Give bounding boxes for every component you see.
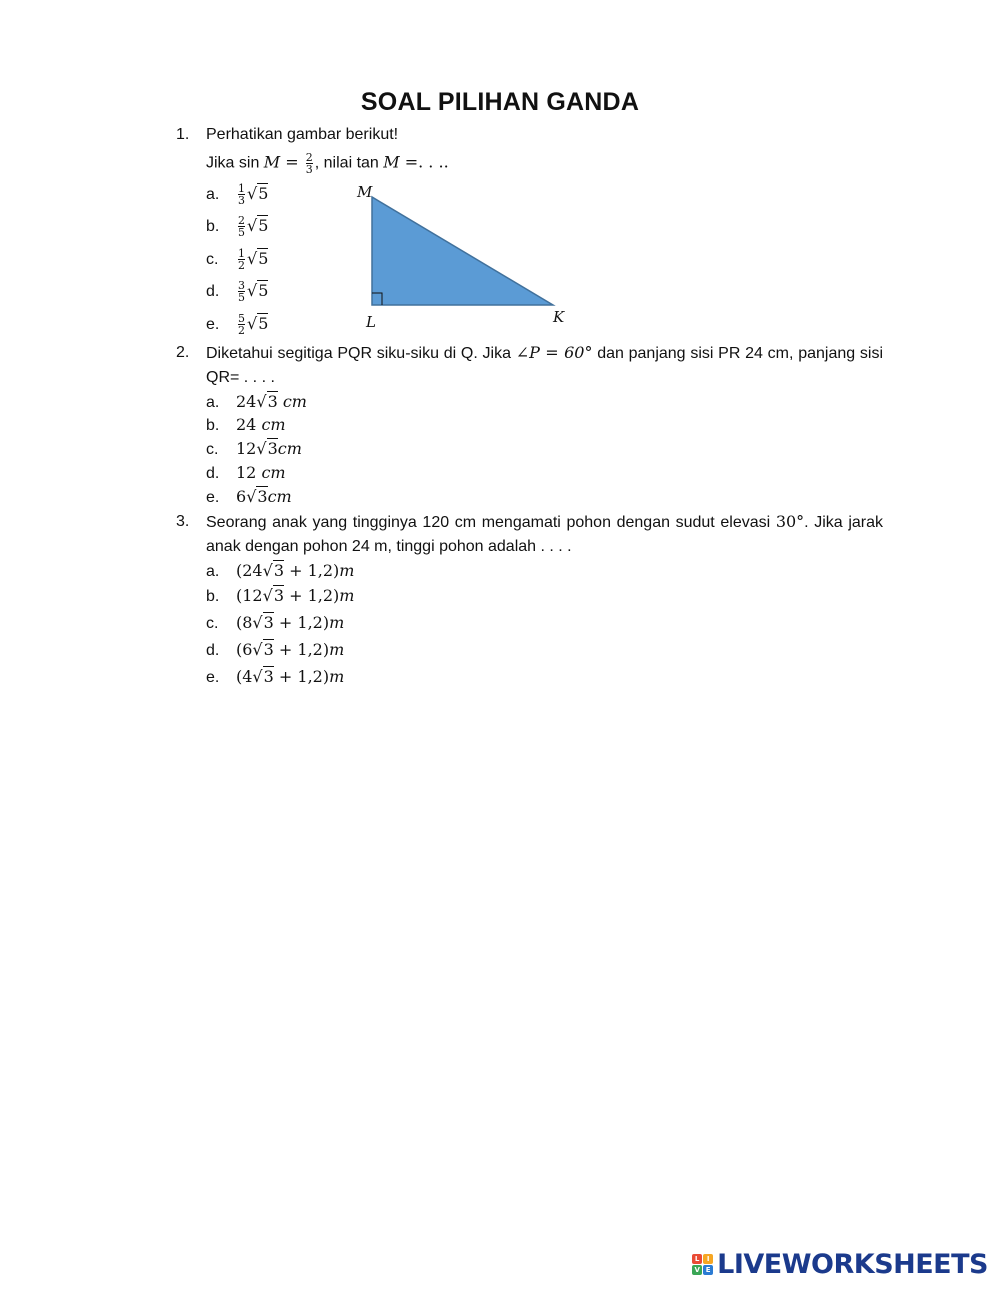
option-prefix: (12 [236,586,263,605]
option-label: c. [206,251,219,268]
logo-icon [692,1254,713,1275]
option-fraction: $\frac{2}{5}$ [238,214,245,240]
option-sqrt: √3 [252,667,274,686]
option-suffix: + 1,2) [284,586,340,605]
option-fraction: $\frac{1}{2}$ [238,247,245,273]
option-label: d. [206,283,220,300]
option-fraction: $\frac{1}{3}$ [238,182,245,208]
q3-option[interactable] [206,612,344,635]
q3-number: 3. [176,513,190,530]
option-coefficient: 24 [236,392,257,411]
option-sqrt: √5 [247,184,269,203]
option-unit: m [339,586,355,605]
option-sqrt: √3 [252,640,274,659]
q1-option[interactable] [206,215,268,238]
vertex-m-label: M [357,183,373,201]
q1-number: 1. [176,126,190,143]
option-coefficient: 12 [236,439,257,458]
option-coefficient: 24 [236,415,257,434]
option-label: c. [206,615,219,632]
option-unit: cm [277,439,302,458]
option-label: e. [206,669,220,686]
q1-option[interactable] [206,248,268,271]
option-fraction: $\frac{3}{5}$ [238,279,245,305]
q2-option[interactable] [206,462,286,485]
q1-triangle-figure [340,175,580,335]
option-label: e. [206,316,220,333]
option-prefix: (6 [236,640,253,659]
q3-option[interactable] [206,560,354,583]
option-sqrt: √3 [262,586,284,605]
option-unit: cm [256,463,286,482]
option-prefix: (4 [236,667,253,686]
option-label: c. [206,441,219,458]
option-sqrt: √3 [256,439,278,458]
q3-option[interactable] [206,666,344,689]
option-label: a. [206,563,220,580]
q1-stem-fraction: $\frac{2}{3}$ [305,151,313,176]
q1-stem: Jika sin M = $\frac{2}{3}$ , nilai tan M =. . .. [206,151,449,176]
q2-option[interactable] [206,486,292,509]
option-sqrt: √3 [246,487,268,506]
option-sqrt: √5 [247,314,269,333]
q1-option[interactable] [206,280,268,303]
option-label: d. [206,465,220,482]
liveworksheets-logo [692,1249,988,1280]
q2-option[interactable] [206,438,302,461]
option-label: e. [206,489,220,506]
option-unit: cm [267,487,292,506]
option-sqrt: √5 [247,249,269,268]
q1-option[interactable] [206,313,268,336]
vertex-l-label: L [366,313,376,331]
option-unit: m [339,561,355,580]
option-unit: m [329,640,345,659]
option-coefficient: 12 [236,463,257,482]
option-sqrt: √3 [262,561,284,580]
q2-option[interactable] [206,414,286,437]
logo-tile-v: V [692,1265,702,1275]
triangle-mlk [372,197,553,305]
page-title: SOAL PILIHAN GANDA [360,88,640,116]
q1-prompt: Perhatikan gambar berikut! [206,126,399,143]
option-label: b. [206,417,220,434]
q3-option[interactable] [206,585,354,608]
q2-stem: Diketahui segitiga PQR siku-siku di Q. Jika ∠P = 60° dan panjang sisi PR 24 cm, panjang sisi QR= . . . . [206,343,883,386]
option-fraction: $\frac{5}{2}$ [238,312,245,338]
logo-tile-i: I [703,1254,713,1264]
option-sqrt: √3 [252,613,274,632]
q2-number: 2. [176,344,190,361]
option-suffix: + 1,2) [273,667,330,686]
option-coefficient: 6 [236,487,247,506]
option-unit: cm [256,415,286,434]
option-suffix: + 1,2) [284,561,340,580]
option-sqrt: √5 [247,281,269,300]
option-prefix: (8 [236,613,253,632]
q2-option[interactable] [206,391,307,414]
vertex-k-label: K [553,308,565,326]
option-unit: m [329,667,345,686]
q3-option[interactable] [206,639,344,662]
option-label: a. [206,186,220,203]
option-suffix: + 1,2) [273,613,330,632]
option-label: d. [206,642,220,659]
option-sqrt: √3 [256,392,278,411]
q3-stem: Seorang anak yang tingginya 120 cm mengamati pohon dengan sudut elevasi 30°. Jika jarak anak dengan pohon 24 m, tinggi pohon adalah . . . . [206,512,884,555]
option-sqrt: √5 [247,216,269,235]
option-unit: m [329,613,345,632]
option-unit: cm [277,392,307,411]
option-prefix: (24 [236,561,263,580]
option-suffix: + 1,2) [273,640,330,659]
logo-text: LIVEWORKSHEETS [717,1249,988,1280]
option-label: b. [206,588,220,605]
logo-tile-l: L [692,1254,702,1264]
option-label: a. [206,394,220,411]
logo-tile-e: E [703,1265,713,1275]
q1-option[interactable] [206,183,268,206]
option-label: b. [206,218,220,235]
